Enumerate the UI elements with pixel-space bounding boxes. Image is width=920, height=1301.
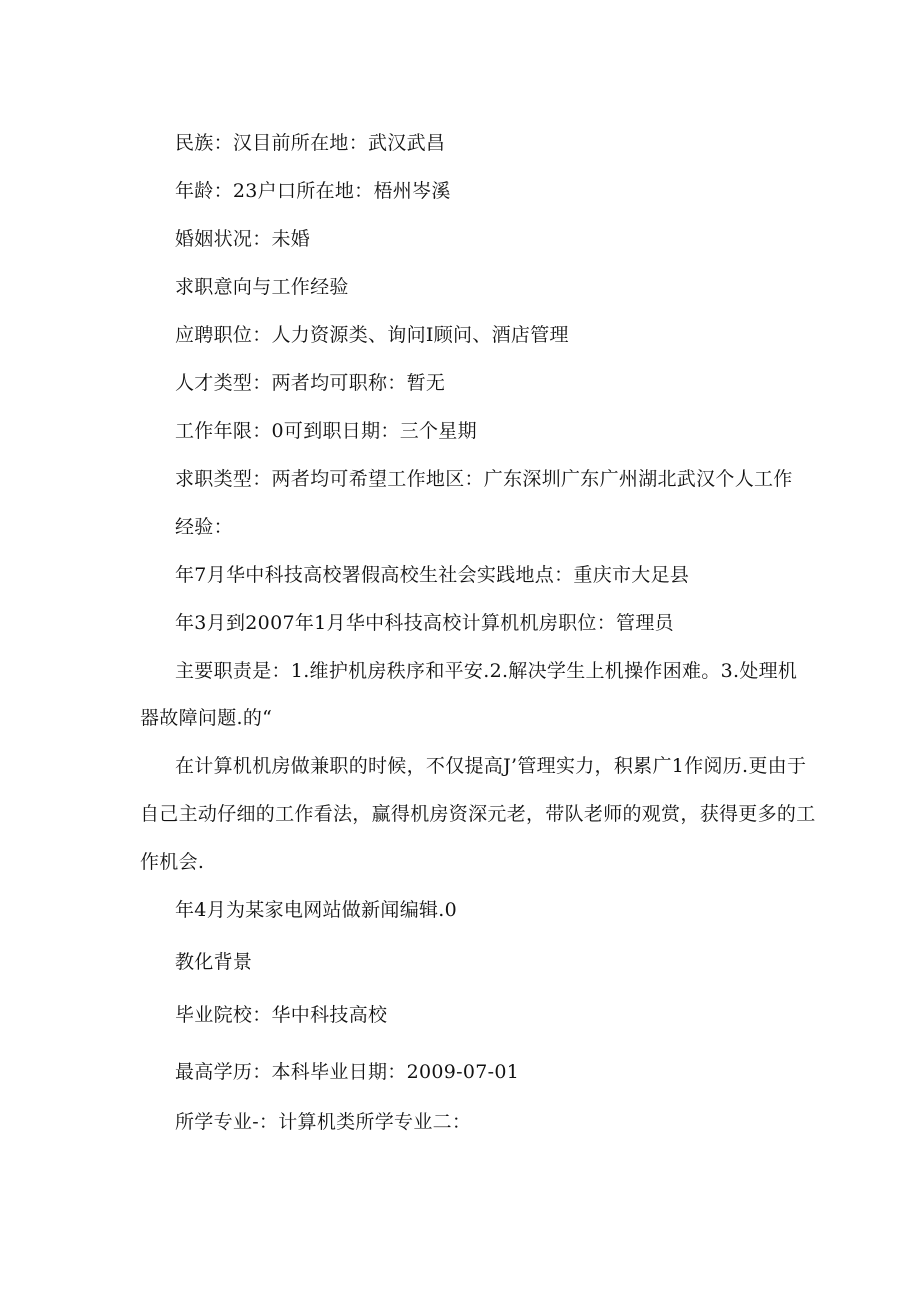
- text-line-duties: 主要职责是：1.维护机房秩序和平安.2.解决学生上机操作困难。3.处理机: [175, 660, 798, 682]
- text-line-position: 应聘职位：人力资源类、询问I顾问、酒店管理: [175, 324, 569, 346]
- text-line-talent-type: 人才类型：两者均可职称：暂无: [175, 372, 446, 394]
- text-line-description-1: 在计算机机房做兼职的时候，不仅提高J’管理实力，积累广1作阅历.更由于: [175, 755, 807, 777]
- text-line-duties-cont: 器故障问题.的“: [140, 707, 273, 729]
- text-line-age: 年龄：23户口所在地：梧州岑溪: [175, 180, 451, 202]
- text-line-degree: 最高学历：本科毕业日期：2009-07-01: [175, 1061, 520, 1083]
- text-line-school: 毕业院校：华中科技高校: [175, 1004, 388, 1026]
- text-line-work-years: 工作年限：0可到职日期：三个星期: [175, 420, 477, 442]
- text-line-experience-1: 年7月华中科技高校署假高校生社会实践地点：重庆市大足县: [175, 564, 690, 586]
- text-line-ethnicity: 民族：汉目前所在地：武汉武昌: [175, 132, 446, 154]
- text-line-description-2: 自己主动仔细的工作看法，赢得机房资深元老，带队老师的观赏，获得更多的工: [140, 803, 816, 825]
- text-line-experience-3: 年4月为某家电网站做新闻编辑.0: [175, 899, 458, 921]
- text-line-job-type: 求职类型：两者均可希望工作地区：广东深圳广东广州湖北武汉个人工作: [175, 468, 793, 490]
- text-line-marital-status: 婚姻状况：未婚: [175, 228, 311, 250]
- section-heading-job-intention: 求职意向与工作经验: [175, 276, 349, 298]
- text-line-experience-label: 经验：: [175, 516, 233, 538]
- text-line-major: 所学专业-：计算机类所学专业二：: [175, 1111, 472, 1133]
- text-line-experience-2: 年3月到2007年1月华中科技高校计算机机房职位：管理员: [175, 612, 674, 634]
- text-line-description-3: 作机会.: [140, 851, 205, 873]
- section-heading-education: 教化背景: [175, 951, 253, 973]
